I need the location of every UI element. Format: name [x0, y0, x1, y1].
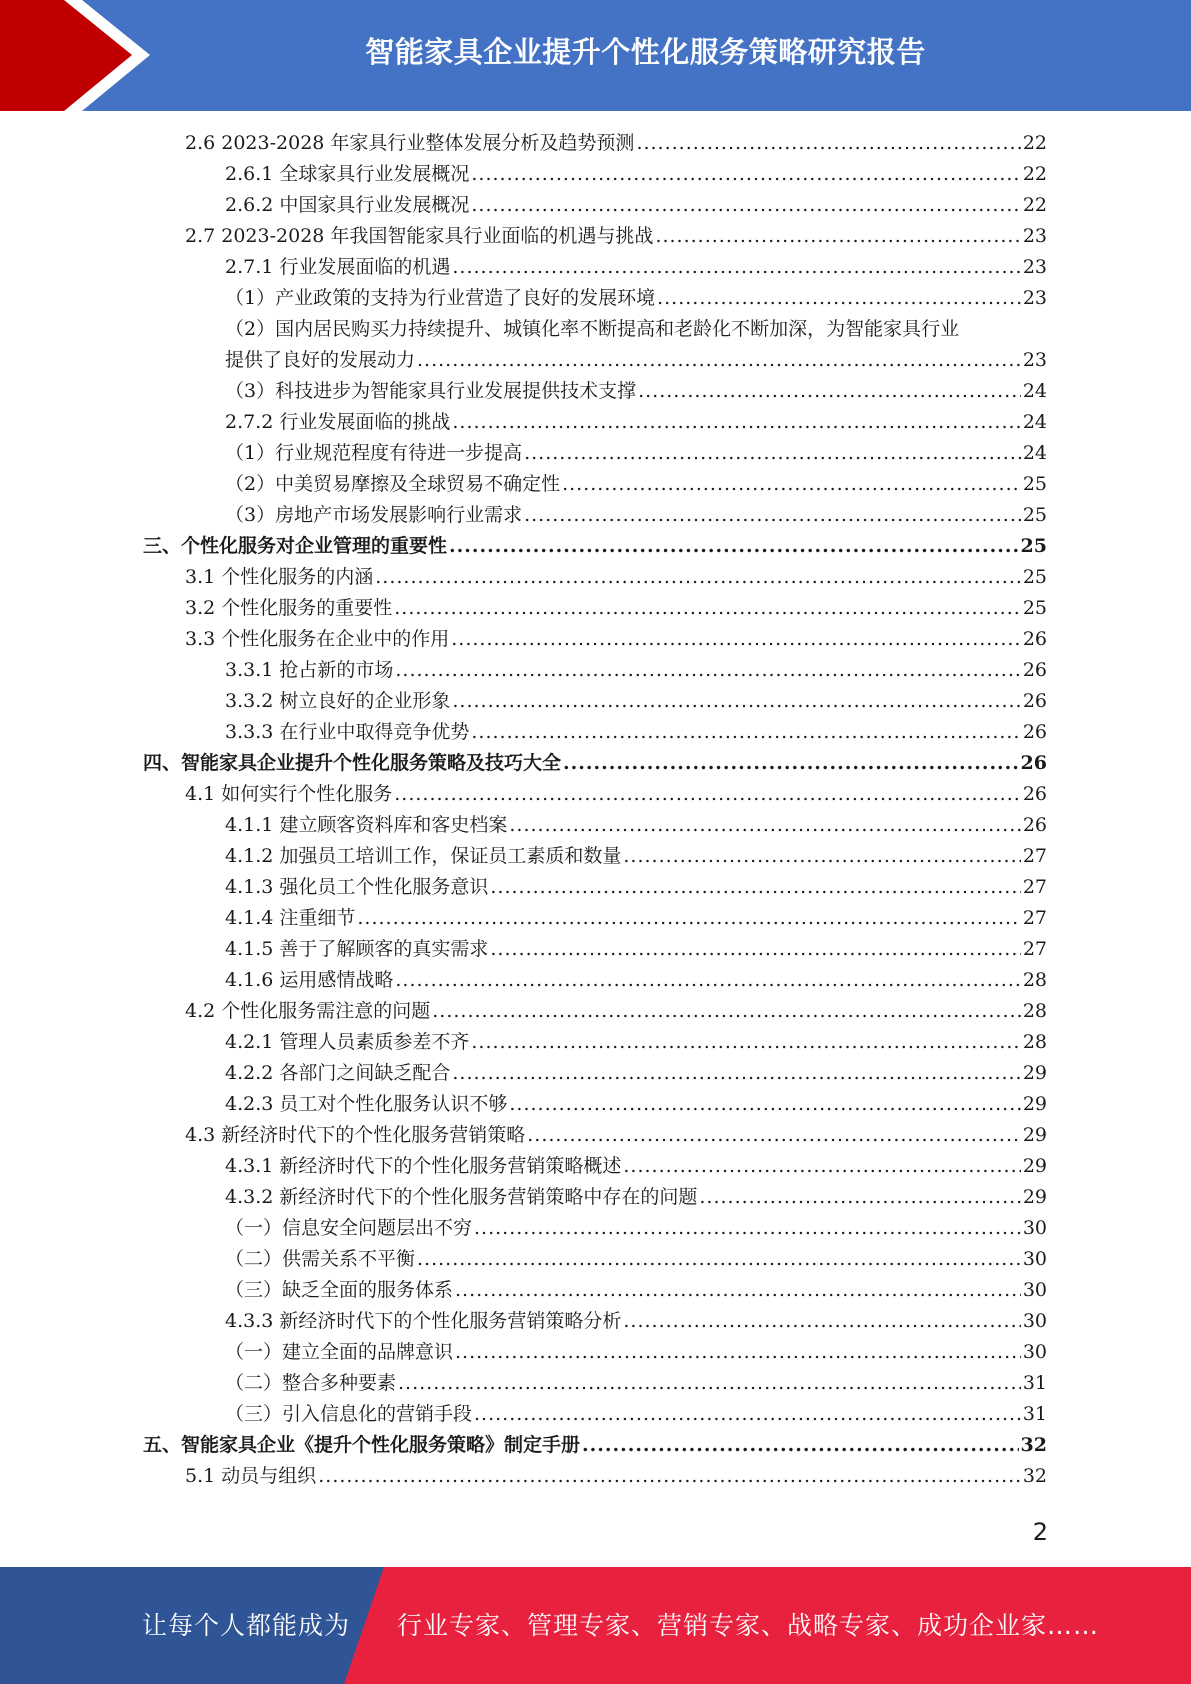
toc-leader-dots	[623, 841, 1020, 871]
toc-entry-text: 3.2 个性化服务的重要性	[185, 597, 393, 619]
toc-entry[interactable]	[225, 903, 1047, 933]
toc-entry-text: 4.1.3 强化员工个性化服务意识	[225, 876, 489, 898]
toc-entry-page: 22	[1022, 132, 1047, 154]
toc-leader-dots	[451, 624, 1021, 654]
toc-entry-text: （1）行业规范程度有待进一步提高	[225, 442, 523, 464]
footer-slogan-right: 行业专家、管理专家、营销专家、战略专家、成功企业家……	[397, 1611, 1100, 1640]
toc-leader-dots	[474, 1399, 1021, 1429]
toc-entry[interactable]	[185, 779, 1047, 809]
toc-entry-text: 4.1.1 建立顾客资料库和客史档案	[225, 814, 508, 836]
toc-leader-dots	[563, 748, 1019, 778]
toc-entry-text: 2.6 2023-2028 年家具行业整体发展分析及趋势预测	[185, 132, 635, 154]
toc-leader-dots	[432, 996, 1021, 1026]
toc-entry[interactable]	[225, 872, 1047, 902]
toc-entry[interactable]	[185, 1461, 1047, 1491]
toc-entry-text: （二）整合多种要素	[225, 1372, 397, 1394]
toc-leader-dots	[394, 593, 1021, 623]
toc-entry-text: 4.3.1 新经济时代下的个性化服务营销策略概述	[225, 1155, 622, 1177]
toc-entry-page: 29	[1022, 1124, 1047, 1146]
toc-entry-page: 27	[1022, 845, 1047, 867]
toc-leader-dots	[471, 1027, 1020, 1057]
toc-entry-page: 26	[1022, 628, 1047, 650]
toc-entry-text: 2.7.1 行业发展面临的机遇	[225, 256, 451, 278]
toc-leader-dots	[471, 717, 1020, 747]
toc-entry-text: 3.3.3 在行业中取得竞争优势	[225, 721, 470, 743]
toc-entry-text: 4.1.5 善于了解顾客的真实需求	[225, 938, 489, 960]
toc-leader-dots	[455, 1337, 1021, 1367]
toc-leader-dots	[375, 562, 1021, 592]
toc-entry-page: 25	[1022, 566, 1047, 588]
toc-entry[interactable]	[225, 1213, 1047, 1243]
toc-entry-page: 31	[1022, 1403, 1047, 1425]
toc-entry-page: 30	[1022, 1279, 1047, 1301]
toc-leader-dots	[452, 686, 1020, 716]
toc-entry[interactable]	[225, 407, 1047, 437]
toc-entry[interactable]	[185, 128, 1047, 158]
toc-entry-text: （3）科技进步为智能家具行业发展提供技术支撑	[225, 380, 637, 402]
toc-entry-text: 4.2 个性化服务需注意的问题	[185, 1000, 431, 1022]
toc-entry-page: 28	[1022, 1000, 1047, 1022]
toc-entry[interactable]	[185, 562, 1047, 592]
toc-entry-page: 30	[1022, 1310, 1047, 1332]
toc-leader-dots	[395, 655, 1020, 685]
toc-leader-dots	[452, 1058, 1020, 1088]
toc-entry-text: （一）信息安全问题层出不穷	[225, 1217, 473, 1239]
toc-leader-dots	[527, 1120, 1021, 1150]
toc-entry-page: 25	[1022, 597, 1047, 619]
footer-slogan-left: 让每个人都能成为	[142, 1611, 351, 1640]
toc-entry-page: 22	[1022, 163, 1047, 185]
toc-entry[interactable]	[225, 345, 1047, 375]
toc-leader-dots	[471, 190, 1020, 220]
toc-entry-page: 26	[1022, 690, 1047, 712]
toc-entry[interactable]	[225, 500, 1047, 530]
toc-entry[interactable]	[225, 1244, 1047, 1274]
toc-leader-dots	[582, 1430, 1019, 1460]
toc-leader-dots	[417, 345, 1021, 375]
toc-leader-dots	[699, 1182, 1020, 1212]
toc-entry[interactable]	[225, 190, 1047, 220]
toc-entry-page: 29	[1022, 1093, 1047, 1115]
toc-entry-text: 五、智能家具企业《提升个性化服务策略》制定手册	[143, 1434, 581, 1456]
toc-entry-page: 22	[1022, 194, 1047, 216]
toc-entry-page: 32	[1022, 1465, 1047, 1487]
toc-entry-page: 23	[1022, 225, 1047, 247]
toc-leader-dots	[490, 934, 1020, 964]
toc-leader-dots	[562, 469, 1021, 499]
toc-entry-text: 3.1 个性化服务的内涵	[185, 566, 374, 588]
toc-entry-text: 四、智能家具企业提升个性化服务策略及技巧大全	[143, 752, 562, 774]
toc-entry-text: 4.1.6 运用感情战略	[225, 969, 394, 991]
toc-entry[interactable]	[185, 221, 1047, 251]
toc-leader-dots	[395, 965, 1020, 995]
toc-entry-text: （三）缺乏全面的服务体系	[225, 1279, 454, 1301]
toc-leader-dots	[623, 1151, 1020, 1181]
toc-entry[interactable]	[225, 1058, 1047, 1088]
toc-leader-dots	[490, 872, 1020, 902]
toc-entry-page: 26	[1022, 783, 1047, 805]
toc-entry-page: 27	[1022, 907, 1047, 929]
toc-entry[interactable]	[225, 841, 1047, 871]
toc-entry-page: 23	[1022, 287, 1047, 309]
toc-entry-page: 27	[1022, 876, 1047, 898]
toc-leader-dots	[636, 128, 1020, 158]
toc-entry-page: 24	[1022, 411, 1047, 433]
toc-chapter[interactable]	[143, 531, 1047, 561]
toc-entry-page: 29	[1022, 1186, 1047, 1208]
toc-entry[interactable]	[225, 1368, 1047, 1398]
toc-entry-text: 三、个性化服务对企业管理的重要性	[143, 535, 448, 557]
toc-entry-page: 23	[1022, 256, 1047, 278]
toc-entry-page: 30	[1022, 1217, 1047, 1239]
toc-entry-page: 26	[1022, 721, 1047, 743]
toc-leader-dots	[449, 531, 1019, 561]
footer-banner	[0, 1567, 1191, 1684]
toc-entry-text: （三）引入信息化的营销手段	[225, 1403, 473, 1425]
toc-entry[interactable]	[225, 686, 1047, 716]
toc-leader-dots	[357, 903, 1020, 933]
toc-chapter[interactable]	[143, 748, 1047, 778]
toc-entry-page: 26	[1022, 659, 1047, 681]
toc-entry-page: 23	[1022, 349, 1047, 371]
toc-entry-page: 25	[1020, 535, 1047, 557]
toc-leader-dots	[394, 779, 1021, 809]
toc-entry-text: 2.6.2 中国家具行业发展概况	[225, 194, 470, 216]
toc-entry[interactable]	[225, 1275, 1047, 1305]
toc-entry-page: 32	[1020, 1434, 1047, 1456]
toc-entry[interactable]	[225, 717, 1047, 747]
toc-entry[interactable]	[185, 996, 1047, 1026]
toc-entry-text: 5.1 动员与组织	[185, 1465, 317, 1487]
toc-entry[interactable]	[185, 1120, 1047, 1150]
toc-entry[interactable]	[225, 1151, 1047, 1181]
header-banner	[0, 0, 1191, 111]
toc-entry-page: 27	[1022, 938, 1047, 960]
toc-entry-text: 3.3.2 树立良好的企业形象	[225, 690, 451, 712]
toc-entry[interactable]	[225, 1306, 1047, 1336]
toc-entry-text: （2）中美贸易摩擦及全球贸易不确定性	[225, 473, 561, 495]
toc-entry-text: 2.6.1 全球家具行业发展概况	[225, 163, 470, 185]
toc-entry-text: 4.2.3 员工对个性化服务认识不够	[225, 1093, 508, 1115]
toc-entry-page: 24	[1022, 442, 1047, 464]
toc-entry[interactable]	[225, 1182, 1047, 1212]
toc-entry[interactable]	[225, 438, 1047, 468]
toc-leader-dots	[509, 810, 1020, 840]
toc-entry[interactable]	[225, 1399, 1047, 1429]
toc-leader-dots	[509, 1089, 1020, 1119]
toc-entry[interactable]	[185, 593, 1047, 623]
toc-leader-dots	[655, 221, 1020, 251]
toc-entry-text: 3.3.1 抢占新的市场	[225, 659, 394, 681]
arrow-decoration-icon	[0, 0, 160, 111]
toc-entry-page: 26	[1020, 752, 1047, 774]
toc-leader-dots	[657, 283, 1021, 313]
toc-entry-text: （一）建立全面的品牌意识	[225, 1341, 454, 1363]
toc-leader-dots	[471, 159, 1020, 189]
page-number: 2	[1032, 1518, 1048, 1546]
toc-entry-text: （二）供需关系不平衡	[225, 1248, 416, 1270]
toc-leader-dots	[638, 376, 1021, 406]
toc-entry-page: 28	[1022, 969, 1047, 991]
toc-entry[interactable]	[185, 624, 1047, 654]
toc-leader-dots	[452, 252, 1020, 282]
toc-entry-text: 4.2.1 管理人员素质参差不齐	[225, 1031, 470, 1053]
toc-leader-dots	[417, 1244, 1021, 1274]
toc-entry[interactable]	[225, 469, 1047, 499]
toc-entry[interactable]	[225, 655, 1047, 685]
toc-entry-text: 4.1 如何实行个性化服务	[185, 783, 393, 805]
toc-entry[interactable]	[225, 159, 1047, 189]
toc-entry-wrapped-line[interactable]: （2）国内居民购买力持续提升、城镇化率不断提高和老龄化不断加深，为智能家具行业	[225, 318, 960, 340]
toc-leader-dots	[455, 1275, 1021, 1305]
toc-entry-page: 26	[1022, 814, 1047, 836]
toc-entry-text: 提供了良好的发展动力	[225, 349, 416, 371]
toc-entry-text: （1）产业政策的支持为行业营造了良好的发展环境	[225, 287, 656, 309]
toc-entry-text: 4.1.4 注重细节	[225, 907, 356, 929]
toc-leader-dots	[524, 500, 1021, 530]
toc-entry[interactable]	[225, 1089, 1047, 1119]
toc-entry-text: 4.3.2 新经济时代下的个性化服务营销策略中存在的问题	[225, 1186, 698, 1208]
toc-entry[interactable]	[225, 376, 1047, 406]
toc-entry-page: 25	[1022, 504, 1047, 526]
toc-leader-dots	[398, 1368, 1021, 1398]
toc-entry[interactable]	[225, 1027, 1047, 1057]
toc-entry[interactable]	[225, 965, 1047, 995]
toc-entry-page: 29	[1022, 1062, 1047, 1084]
toc-leader-dots	[623, 1306, 1020, 1336]
toc-entry-page: 25	[1022, 473, 1047, 495]
toc-entry-page: 30	[1022, 1248, 1047, 1270]
toc-leader-dots	[524, 438, 1021, 468]
toc-entry-page: 31	[1022, 1372, 1047, 1394]
toc-chapter[interactable]	[143, 1430, 1047, 1460]
toc-entry[interactable]	[225, 283, 1047, 313]
toc-entry[interactable]	[225, 810, 1047, 840]
report-title: 智能家具企业提升个性化服务策略研究报告	[365, 34, 926, 69]
toc-entry-page: 24	[1022, 380, 1047, 402]
toc-entry-page: 29	[1022, 1155, 1047, 1177]
toc-entry[interactable]	[225, 252, 1047, 282]
toc-entry-text: 2.7.2 行业发展面临的挑战	[225, 411, 451, 433]
toc-entry-text: 4.3.3 新经济时代下的个性化服务营销策略分析	[225, 1310, 622, 1332]
toc-entry-text: （3）房地产市场发展影响行业需求	[225, 504, 523, 526]
toc-entry-text: 4.3 新经济时代下的个性化服务营销策略	[185, 1124, 526, 1146]
toc-entry-text: 4.2.2 各部门之间缺乏配合	[225, 1062, 451, 1084]
toc-entry-text: 2.7 2023-2028 年我国智能家具行业面临的机遇与挑战	[185, 225, 654, 247]
toc-entry-page: 30	[1022, 1341, 1047, 1363]
toc-entry-text: 4.1.2 加强员工培训工作，保证员工素质和数量	[225, 845, 622, 867]
toc-leader-dots	[318, 1461, 1021, 1491]
toc-entry-text: 3.3 个性化服务在企业中的作用	[185, 628, 450, 650]
toc-entry[interactable]	[225, 934, 1047, 964]
toc-leader-dots	[452, 407, 1020, 437]
toc-entry[interactable]	[225, 1337, 1047, 1367]
toc-leader-dots	[474, 1213, 1021, 1243]
toc-entry-page: 28	[1022, 1031, 1047, 1053]
